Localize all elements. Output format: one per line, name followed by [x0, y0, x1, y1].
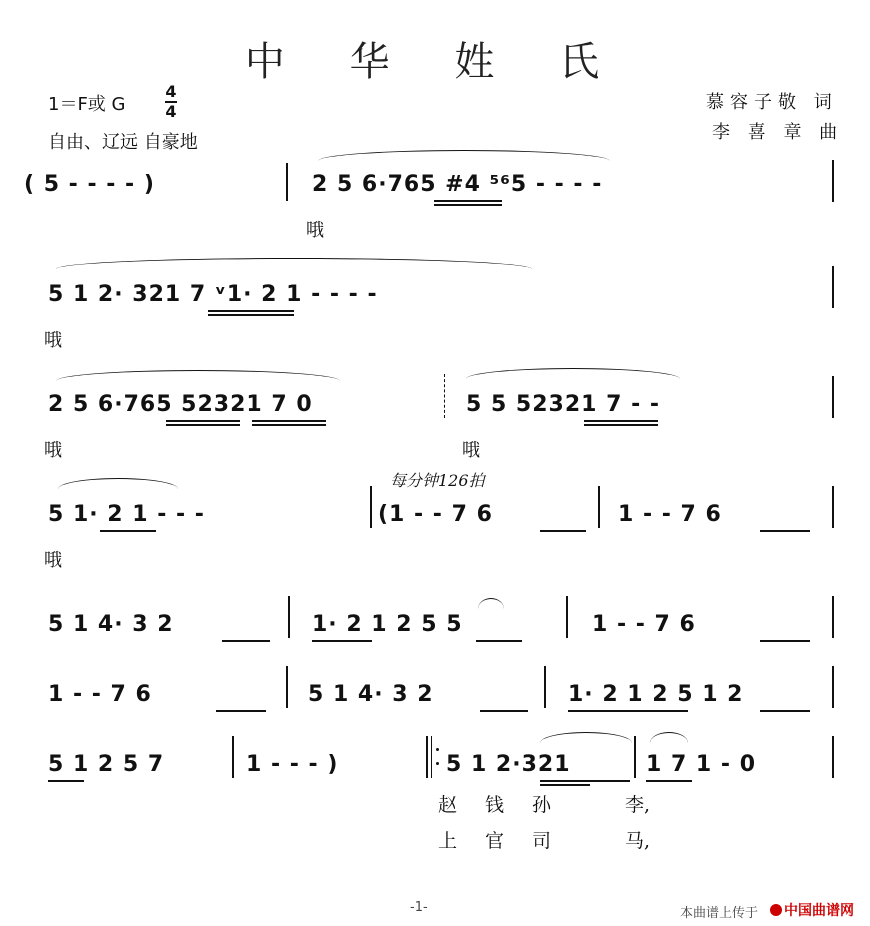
score-line-7-a: 5 1 2 5 7	[48, 752, 165, 777]
slur	[56, 258, 532, 269]
bar-line	[634, 736, 636, 778]
lyric-oh: 哦	[44, 330, 62, 351]
verse-2-word: 上	[438, 830, 486, 852]
underline	[100, 530, 156, 532]
bar-line	[370, 486, 372, 528]
score-line-7-d: 1 7 1 - 0	[646, 752, 756, 777]
underline	[540, 780, 630, 782]
slur	[478, 598, 504, 609]
lyric-oh: 哦	[44, 550, 62, 571]
verse-2-lyrics	[438, 826, 650, 853]
underline	[166, 424, 240, 426]
bar-line	[832, 486, 834, 528]
verse-2-word: 官	[485, 830, 533, 852]
repeat-dot	[436, 762, 439, 765]
lyric-oh: 哦	[462, 440, 480, 461]
score-line-4-c: 1 - - 7 6	[618, 502, 722, 527]
bar-line	[566, 596, 568, 638]
bar-line	[286, 163, 288, 201]
verse-1-word: 钱	[485, 794, 533, 816]
site-logo	[770, 900, 854, 920]
bar-line	[832, 666, 834, 708]
bar-line	[832, 596, 834, 638]
underline	[208, 310, 294, 312]
bar-line	[832, 736, 834, 778]
time-signature-bottom: 4	[165, 102, 177, 121]
underline	[584, 424, 658, 426]
lyric-oh: 哦	[306, 220, 324, 241]
underline	[760, 640, 810, 642]
repeat-bar-thick	[426, 736, 428, 778]
underline	[252, 420, 326, 422]
underline	[568, 710, 688, 712]
score-line-1-intro: ( 5 - - - - )	[24, 172, 155, 197]
time-signature	[165, 84, 177, 120]
underline	[434, 204, 502, 206]
verse-1-word: 孙	[532, 794, 580, 816]
composer: 李 喜 章 曲	[712, 122, 844, 143]
underline	[760, 710, 810, 712]
slur	[466, 368, 680, 379]
site-name: 中国曲谱网	[784, 903, 854, 919]
underline	[312, 640, 372, 642]
lyric-oh: 哦	[44, 440, 62, 461]
score-line-7-c: 5 1 2·321	[446, 752, 571, 777]
score-line-7-b: 1 - - - )	[246, 752, 339, 777]
underline	[476, 640, 522, 642]
slur	[540, 732, 632, 743]
score-line-4-a: 5 1· 2 1 - - -	[48, 502, 205, 527]
underline	[252, 424, 326, 426]
tempo-marking: 每分钟126拍	[390, 471, 485, 490]
underline	[208, 314, 294, 316]
underline	[584, 420, 658, 422]
verse-1-lyrics	[438, 790, 650, 817]
time-signature-top: 4	[165, 82, 177, 101]
bar-line	[832, 376, 834, 418]
underline	[434, 200, 502, 202]
repeat-dot	[436, 748, 439, 751]
bar-line	[232, 736, 234, 778]
score-line-5-c: 1 - - 7 6	[592, 612, 696, 637]
score-line-6-a: 1 - - 7 6	[48, 682, 152, 707]
underline	[540, 784, 590, 786]
score-line-2: 5 1 2· 321 7 ᵛ1· 2 1 - - - -	[48, 282, 378, 307]
score-line-3-a: 2 5 6·765 52321 7 0	[48, 392, 313, 417]
verse-2-word: 司	[532, 830, 580, 852]
score-line-4-b: (1 - - 7 6	[378, 502, 493, 527]
underline	[166, 420, 240, 422]
underline	[480, 710, 528, 712]
underline	[48, 780, 84, 782]
underline	[216, 710, 266, 712]
verse-2-word: 马,	[625, 830, 651, 852]
slur	[318, 150, 610, 161]
score-line-5-b: 1· 2 1 2 5 5	[312, 612, 463, 637]
bar-line	[288, 596, 290, 638]
upload-notice: 本曲谱上传于	[680, 906, 759, 921]
underline	[760, 530, 810, 532]
verse-1-word: 赵	[438, 794, 486, 816]
score-line-6-c: 1· 2 1 2 5 1 2	[568, 682, 744, 707]
score-line-1-melody: 2 5 6·765 #4 ⁵⁶5 - - - -	[312, 172, 603, 197]
site-logo-icon	[770, 904, 782, 916]
underline	[646, 780, 692, 782]
key-signature: 1＝F或 G	[48, 94, 126, 115]
verse-1-word: 李,	[625, 794, 651, 816]
page-title: 中 华 姓 氏	[244, 39, 626, 85]
lyricist: 慕容子敬 词	[706, 92, 838, 113]
underline	[540, 530, 586, 532]
bar-line	[286, 666, 288, 708]
score-line-6-b: 5 1 4· 3 2	[308, 682, 434, 707]
score-line-3-b: 5 5 52321 7 - -	[466, 392, 661, 417]
score-line-5-a: 5 1 4· 3 2	[48, 612, 174, 637]
bar-line	[832, 160, 834, 202]
dashed-bar-line	[444, 374, 446, 418]
expression-marking: 自由、辽远 自豪地	[48, 132, 198, 153]
bar-line	[598, 486, 600, 528]
page-number: -1-	[410, 900, 428, 915]
slur	[56, 370, 340, 381]
slur	[58, 478, 178, 489]
underline	[222, 640, 270, 642]
repeat-bar-thin	[431, 736, 432, 778]
bar-line	[832, 266, 834, 308]
slur	[650, 732, 688, 743]
bar-line	[544, 666, 546, 708]
